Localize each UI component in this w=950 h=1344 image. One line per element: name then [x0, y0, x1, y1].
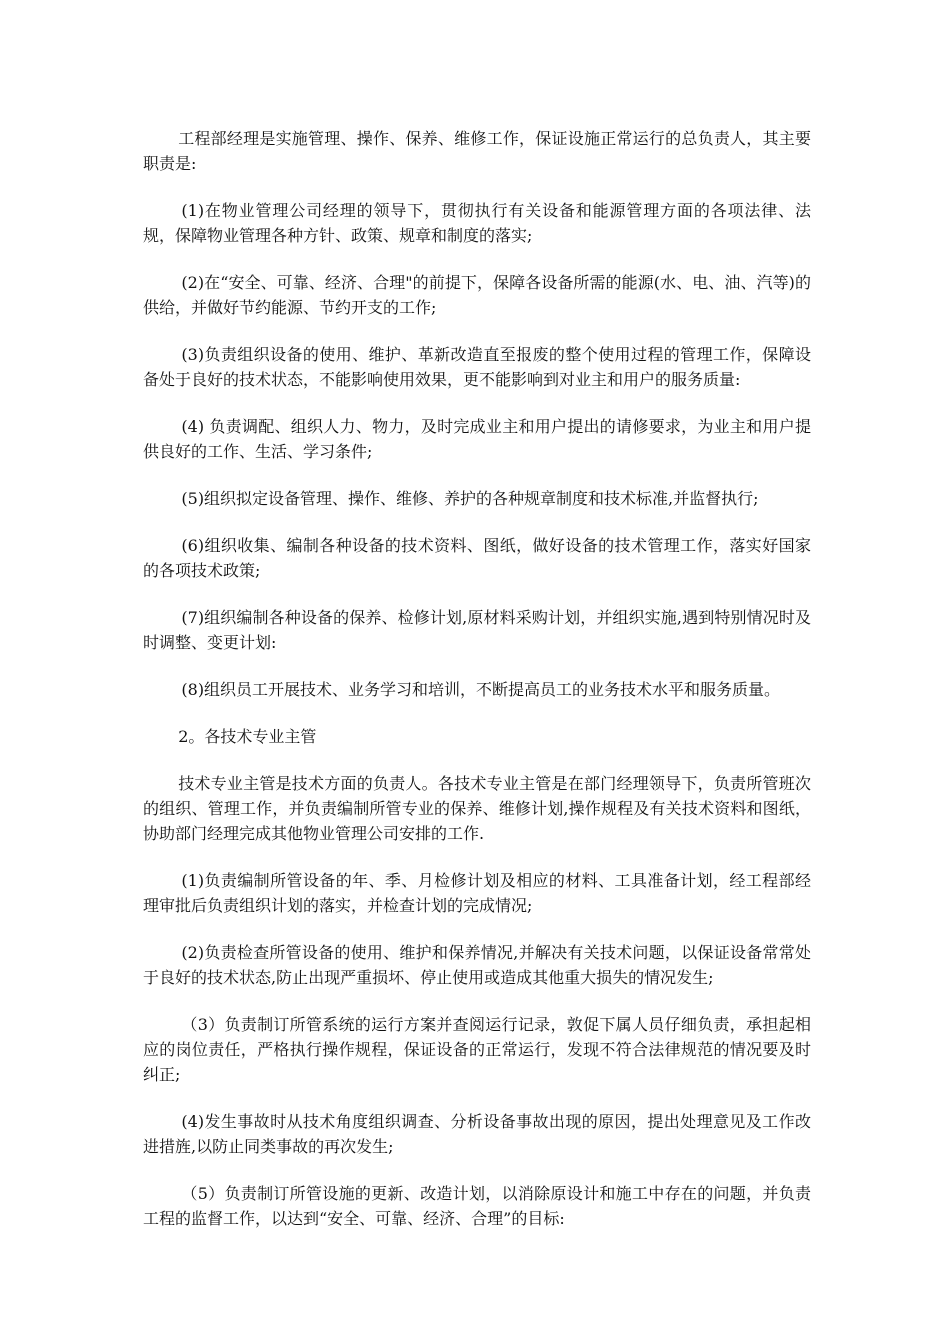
section2-intro: 技术专业主管是技术方面的负责人。各技术专业主管是在部门经理领导下，负责所管班次的组织、管理工作，并负责编制所管专业的保养、维修计划,操作规程及有关技术资料和图纸，协助部门经理完成其他物业管理公司安排的工作. [143, 774, 811, 843]
document-body [143, 126, 811, 1253]
section1-item-6: (6)组织收集、编制各种设备的技术资料、图纸，做好设备的技术管理工作，落实好国家的各项技术政策; [143, 536, 811, 580]
section1-item-5: (5)组织拟定设备管理、操作、维修、养护的各种规章制度和技术标准,并监督执行; [181, 489, 759, 508]
section1-intro: 工程部经理是实施管理、操作、保养、维修工作，保证设施正常运行的总负责人，其主要职责是: [143, 129, 811, 173]
section2-item-3: （3）负责制订所管系统的运行方案并查阅运行记录，敦促下属人员仔细负责，承担起相应的岗位责任，严格执行操作规程，保证设备的正常运行，发现不符合法律规范的情况要及时纠正; [143, 1015, 811, 1084]
section2-item-5: （5）负责制订所管设施的更新、改造计划，以消除原设计和施工中存在的问题，并负责工程的监督工作，以达到“安全、可靠、经济、合理”的目标: [143, 1184, 811, 1228]
section2-item-1: (1)负责编制所管设备的年、季、月检修计划及相应的材料、工具准备计划，经工程部经理审批后负责组织计划的落实，并检查计划的完成情况; [143, 871, 811, 915]
section1-item-2: (2)在“安全、可靠、经济、合理"的前提下，保障各设备所需的能源(水、电、油、汽等)的供给，并做好节约能源、节约开支的工作; [143, 273, 811, 317]
section1-item-3: (3)负责组织设备的使用、维护、革新改造直至报废的整个使用过程的管理工作，保障设备处于良好的技术状态，不能影响使用效果，更不能影响到对业主和用户的服务质量: [143, 345, 811, 389]
section2-heading: 2。各技术专业主管 [178, 727, 317, 746]
section1-item-1: (1)在物业管理公司经理的领导下，贯彻执行有关设备和能源管理方面的各项法律、法规，保障物业管理各种方针、政策、规章和制度的落实; [143, 201, 811, 245]
section1-item-4: (4) 负责调配、组织人力、物力，及时完成业主和用户提出的请修要求，为业主和用户提供良好的工作、生活、学习条件; [143, 417, 811, 461]
section1-item-7: (7)组织编制各种设备的保养、检修计划,原材料采购计划，并组织实施,遇到特别情况时及时调整、变更计划: [143, 608, 811, 652]
section1-item-8: (8)组织员工开展技术、业务学习和培训，不断提高员工的业务技术水平和服务质量。 [181, 680, 781, 699]
section2-item-4: (4)发生事故时从技术角度组织调查、分析设备事故出现的原因，提出处理意见及工作改进措旌,以防止同类事故的再次发生; [143, 1112, 811, 1156]
section2-item-2: (2)负责检查所管设备的使用、维护和保养情况,并解决有关技术问题，以保证设备常常处于良好的技术状态,防止出现严重损坏、停止使用或造成其他重大损失的情况发生; [143, 943, 811, 987]
